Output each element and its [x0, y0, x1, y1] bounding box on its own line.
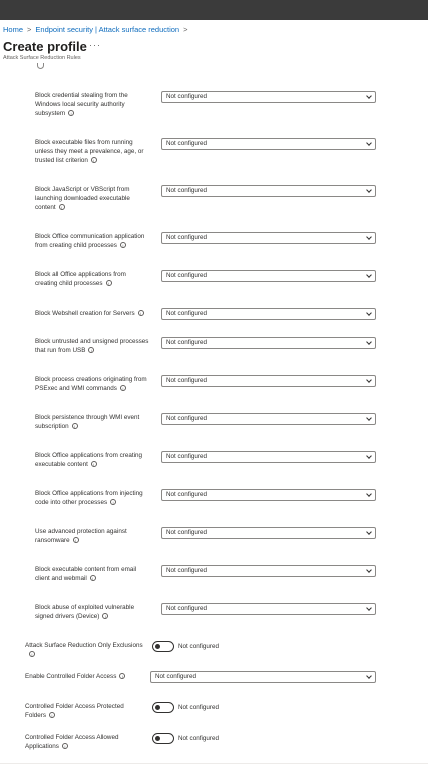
- info-icon[interactable]: i: [49, 712, 55, 718]
- chevron-down-icon: [366, 605, 372, 611]
- setting-label-line: Controlled Folder Access Allowed: [25, 734, 119, 741]
- rule-label: [35, 489, 160, 507]
- chevron-down-icon: [366, 339, 372, 345]
- toggle-state-label: Not configured: [178, 643, 219, 650]
- chevron-down-icon: [366, 187, 372, 193]
- info-icon[interactable]: i: [120, 242, 126, 248]
- rule-setting-dropdown[interactable]: [161, 232, 376, 244]
- rule-label: [35, 309, 160, 318]
- chevron-down-icon: [366, 529, 372, 535]
- rule-label-line: creating child processes: [35, 280, 103, 287]
- dropdown-value: Not configured: [166, 567, 207, 574]
- rule-label-line: Block executable content from email: [35, 566, 137, 573]
- rule-label: [35, 603, 160, 621]
- rule-setting-dropdown[interactable]: [161, 603, 376, 615]
- portal-top-bar: [0, 0, 428, 20]
- info-icon[interactable]: i: [102, 613, 108, 619]
- rule-label: [35, 185, 160, 212]
- dropdown-value: Not configured: [166, 529, 207, 536]
- setting-label: [25, 641, 150, 659]
- dropdown-value: Not configured: [166, 93, 207, 100]
- rule-label-line: Block persistence through WMI event: [35, 414, 140, 421]
- setting-label: [25, 672, 150, 681]
- setting-label-line: Enable Controlled Folder Access: [25, 673, 117, 680]
- chevron-down-icon: [366, 93, 372, 99]
- dropdown-value: Not configured: [166, 140, 207, 147]
- rule-setting-dropdown[interactable]: [161, 375, 376, 387]
- info-icon[interactable]: i: [88, 347, 94, 353]
- scroll-indicator-icon: [37, 63, 44, 69]
- info-icon[interactable]: i: [59, 204, 65, 210]
- rule-label: [35, 413, 160, 431]
- info-icon[interactable]: i: [68, 110, 74, 116]
- dropdown-value: Not configured: [166, 605, 207, 612]
- rule-label-line: code into other processes: [35, 499, 108, 506]
- breadcrumb-separator-icon: >: [27, 25, 32, 34]
- rule-label-line: PSExec and WMI commands: [35, 385, 117, 392]
- setting-label-line: Attack Surface Reduction Only Exclusions: [25, 642, 143, 649]
- rule-label-line: Block credential stealing from the: [35, 92, 128, 99]
- cfa-protected-folders-toggle[interactable]: [152, 702, 174, 713]
- rule-label: [35, 232, 160, 250]
- setting-label-line: Applications: [25, 743, 59, 750]
- info-icon[interactable]: i: [62, 743, 68, 749]
- rule-setting-dropdown[interactable]: [161, 489, 376, 501]
- setting-label-line: Controlled Folder Access Protected: [25, 703, 124, 710]
- rule-label-line: Block JavaScript or VBScript from: [35, 186, 130, 193]
- setting-label: [25, 733, 150, 751]
- rule-setting-dropdown[interactable]: [161, 413, 376, 425]
- info-icon[interactable]: i: [138, 310, 144, 316]
- footer-divider: [0, 763, 428, 764]
- chevron-down-icon: [366, 234, 372, 240]
- rule-label-line: client and webmail: [35, 575, 87, 582]
- rule-label-line: subscription: [35, 423, 69, 430]
- chevron-down-icon: [366, 673, 372, 679]
- rule-label-line: Block abuse of exploited vulnerable: [35, 604, 135, 611]
- rule-label: [35, 527, 160, 545]
- rule-label-line: Block Webshell creation for Servers: [35, 310, 135, 317]
- rule-label-line: from creating child processes: [35, 242, 117, 249]
- chevron-down-icon: [366, 415, 372, 421]
- rule-setting-dropdown[interactable]: [161, 308, 376, 320]
- rule-label-line: executable content: [35, 461, 88, 468]
- rule-label: [35, 565, 160, 583]
- rule-label: [35, 375, 160, 393]
- page-subtitle: Attack Surface Reduction Rules: [3, 55, 81, 61]
- rule-label: [35, 337, 160, 355]
- breadcrumb-separator-icon: >: [183, 25, 188, 34]
- rule-label: [35, 138, 160, 165]
- rule-setting-dropdown[interactable]: [161, 565, 376, 577]
- rule-setting-dropdown[interactable]: [161, 451, 376, 463]
- dropdown-value: Not configured: [166, 415, 207, 422]
- rule-label-line: content: [35, 204, 56, 211]
- page-title: Create profile: [3, 39, 87, 54]
- dropdown-value: Not configured: [166, 187, 207, 194]
- dropdown-value: Not configured: [166, 310, 207, 317]
- info-icon[interactable]: i: [106, 280, 112, 286]
- toggle-knob: [155, 736, 160, 741]
- more-options-button[interactable]: ···: [89, 40, 101, 50]
- toggle-knob: [155, 644, 160, 649]
- toggle-state-label: Not configured: [178, 735, 219, 742]
- asr-only-exclusions-toggle[interactable]: [152, 641, 174, 652]
- chevron-down-icon: [366, 140, 372, 146]
- info-icon[interactable]: i: [119, 673, 125, 679]
- rule-label-line: trusted list criterion: [35, 157, 88, 164]
- chevron-down-icon: [366, 567, 372, 573]
- dropdown-value: Not configured: [166, 491, 207, 498]
- dropdown-value: Not configured: [166, 339, 207, 346]
- rule-setting-dropdown[interactable]: [161, 270, 376, 282]
- toggle-state-label: Not configured: [178, 704, 219, 711]
- dropdown-value: Not configured: [166, 272, 207, 279]
- rule-label-line: Block untrusted and unsigned processes: [35, 338, 149, 345]
- rule-setting-dropdown[interactable]: [161, 337, 376, 349]
- dropdown-value: Not configured: [155, 673, 196, 680]
- rule-label-line: Block Office applications from injecting: [35, 490, 143, 497]
- dropdown-value: Not configured: [166, 453, 207, 460]
- info-icon[interactable]: i: [72, 423, 78, 429]
- info-icon[interactable]: i: [73, 537, 79, 543]
- info-icon[interactable]: i: [29, 651, 35, 657]
- rule-label-line: that run from USB: [35, 347, 86, 354]
- info-icon[interactable]: i: [91, 461, 97, 467]
- rule-setting-dropdown[interactable]: [161, 185, 376, 197]
- info-icon[interactable]: i: [91, 157, 97, 163]
- info-icon[interactable]: i: [110, 499, 116, 505]
- rule-label-line: Block Office applications from creating: [35, 452, 142, 459]
- chevron-down-icon: [366, 272, 372, 278]
- cfa-allowed-apps-toggle[interactable]: [152, 733, 174, 744]
- rule-setting-dropdown[interactable]: [161, 527, 376, 539]
- rule-label-line: Block executable files from running: [35, 139, 133, 146]
- rule-label-line: unless they meet a prevalence, age, or: [35, 148, 144, 155]
- rule-label-line: Block all Office applications from: [35, 271, 126, 278]
- rule-label: [35, 270, 160, 288]
- chevron-down-icon: [366, 453, 372, 459]
- info-icon[interactable]: i: [120, 385, 126, 391]
- chevron-down-icon: [366, 491, 372, 497]
- setting-label-line: Folders: [25, 712, 46, 719]
- rule-setting-dropdown[interactable]: [161, 91, 376, 103]
- dropdown-value: Not configured: [166, 234, 207, 241]
- rule-label-line: signed drivers (Device): [35, 613, 100, 620]
- controlled-folder-access-dropdown[interactable]: [150, 671, 376, 683]
- toggle-knob: [155, 705, 160, 710]
- breadcrumb: [3, 25, 192, 34]
- rule-label: [35, 91, 160, 118]
- rule-label-line: Block process creations originating from: [35, 376, 147, 383]
- info-icon[interactable]: i: [90, 575, 96, 581]
- setting-label: [25, 702, 150, 720]
- rule-label-line: Block Office communication application: [35, 233, 145, 240]
- dropdown-value: Not configured: [166, 377, 207, 384]
- breadcrumb-section-link[interactable]: Endpoint security | Attack surface reduction: [35, 25, 180, 34]
- chevron-down-icon: [366, 310, 372, 316]
- rule-label-line: launching downloaded executable: [35, 195, 130, 202]
- breadcrumb-home-link[interactable]: Home: [3, 25, 24, 34]
- rule-label-line: ransomware: [35, 537, 70, 544]
- rule-label-line: Windows local security authority: [35, 101, 125, 108]
- rule-label-line: subsystem: [35, 110, 66, 117]
- rule-label: [35, 451, 160, 469]
- chevron-down-icon: [366, 377, 372, 383]
- rule-setting-dropdown[interactable]: [161, 138, 376, 150]
- rule-label-line: Use advanced protection against: [35, 528, 127, 535]
